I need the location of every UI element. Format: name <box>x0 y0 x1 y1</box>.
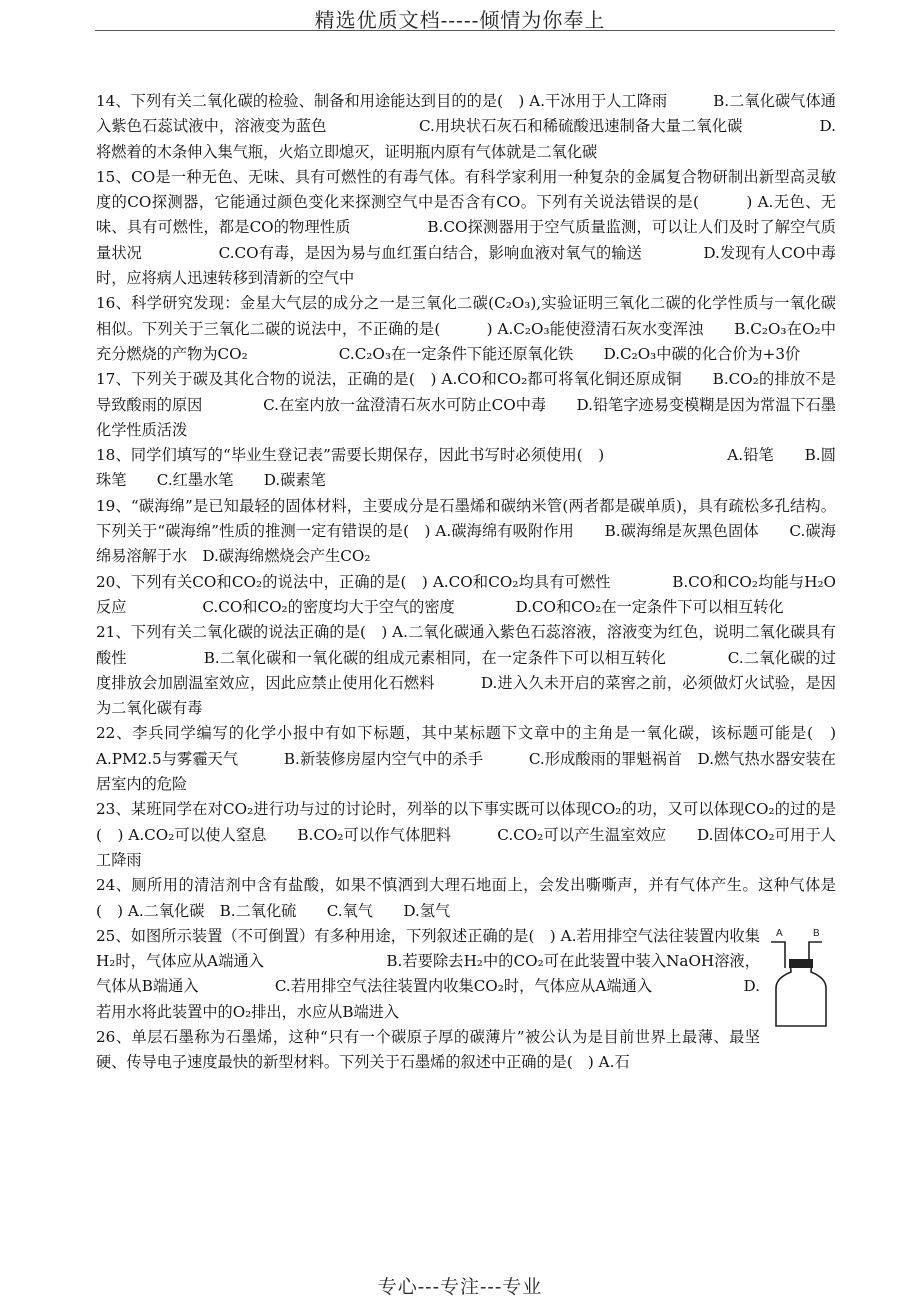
question-26: 26、单层石墨称为石墨烯，这种“只有一个碳原子厚的碳薄片”被公认为是目前世界上最薄、最坚硬、传导电子速度最快的新型材料。下列关于石墨烯的叙述中正确的是( ) A.石 <box>96 1027 760 1072</box>
bottle-stopper <box>789 959 813 968</box>
gas-bottle-figure <box>768 925 842 1029</box>
page-footer: 专心---专注---专业 <box>377 1276 543 1298</box>
question-16: 16、科学研究发现：金星大气层的成分之一是三氧化二碳(C₂O₃),实验证明三氧化二碳的化学性质与一氧化碳相似。下列关于三氧化二碳的说法中，不正确的是( ) A.C₂O₃能使澄清石灰水变浑浊 B.C₂O₃在O₂中充分燃烧的产物为CO₂ C.C₂O₃在一定条件下能还原氧化铁 D.C₂O₃中碳的化合价为+3价 <box>96 294 836 363</box>
question-17: 17、下列关于碳及其化合物的说法，正确的是( ) A.CO和CO₂都可将氧化铜还原成铜 B.CO₂的排放不是导致酸雨的原因 C.在室内放一盆澄清石灰水可防止CO中毒 D.铅笔字迹易变模糊是因为常温下石墨化学性质活泼 <box>96 370 836 439</box>
figure-label-a: A <box>776 927 783 939</box>
question-20: 20、下列有关CO和CO₂的说法中，正确的是( ) A.CO和CO₂均具有可燃性 B.CO和CO₂均能与H₂O反应 C.CO和CO₂的密度均大于空气的密度 D.CO和CO₂在一定条件下可以相互转化 <box>96 572 836 616</box>
page-header: 精选优质文档-----倾情为你奉上 <box>314 8 606 32</box>
question-22: 22、李兵同学编写的化学小报中有如下标题，其中某标题下文章中的主角是一氧化碳，该标题可能是( ) A.PM2.5与雾霾天气 B.新装修房屋内空气中的杀手 C.形成酸雨的罪魁祸首 D.燃气热水器安装在居室内的危险 <box>96 724 836 794</box>
question-list <box>96 89 836 1076</box>
question-14: 14、下列有关二氧化碳的检验、制备和用途能达到目的的是( ) A.干冰用于人工降雨 B.二氧化碳气体通入紫色石蕊试液中，溶液变为蓝色 C.用块状石灰石和稀硫酸迅速制备大量二氧化碳 D.将燃着的木条伸入集气瓶，火焰立即熄灭，证明瓶内原有气体就是二氧化碳 <box>96 92 836 161</box>
question-19: 19、“碳海绵”是已知最轻的固体材料，主要成分是石墨烯和碳纳米管(两者都是碳单质)，具有疏松多孔结构。下列关于“碳海绵”性质的推测一定有错误的是( ) A.碳海绵有吸附作用 B.碳海绵是灰黑色固体 C.碳海绵易溶解于水 D.碳海绵燃烧会产生CO₂ <box>96 496 836 566</box>
question-15: 15、CO是一种无色、无味、具有可燃性的有毒气体。有科学家利用一种复杂的金属复合物研制出新型高灵敏度的CO探测器，它能通过颜色变化来探测空气中是否含有CO。下列有关说法错误的是( ) A.无色、无味、具有可燃性，都是CO的物理性质 B.CO探测器用于空气质量监测，可以让人们及时了解空气质量状况 C.CO有毒，是因为易与血红蛋白结合，影响血液对氧气的输送 D.发现有人CO中毒时，应将病人迅速转移到清新的空气中 <box>96 167 836 288</box>
figure-label-b: B <box>813 927 820 939</box>
question-18: 18、同学们填写的“毕业生登记表”需要长期保存，因此书写时必须使用( ) A.铅笔 B.圆珠笔 C.红墨水笔 D.碳素笔 <box>96 446 836 490</box>
question-23: 23、某班同学在对CO₂进行功与过的讨论时，列举的以下事实既可以体现CO₂的功，又可以体现CO₂的过的是( ) A.CO₂可以使人窒息 B.CO₂可以作气体肥料 C.CO₂可以产生温室效应 D.固体CO₂可用于人工降雨 <box>96 800 836 869</box>
gas-bottle-drawing <box>771 942 826 1026</box>
header-divider <box>95 30 835 31</box>
question-21: 21、下列有关二氧化碳的说法正确的是( ) A.二氧化碳通入紫色石蕊溶液，溶液变为红色，说明二氧化碳具有酸性 B.二氧化碳和一氧化碳的组成元素相同，在一定条件下可以相互转化 C.二氧化碳的过度排放会加剧温室效应，因此应禁止使用化石燃料 D.进入久未开启的菜窖之前，必须做灯火试验，是因为二氧化碳有毒 <box>96 623 836 718</box>
question-25: 25、如图所示装置（不可倒置）有多种用途，下列叙述正确的是( ) A.若用排空气法往装置内收集H₂时，气体应从A端通入 B.若要除去H₂中的CO₂可在此装置中装入NaOH溶液，气体从B端通入 C.若用排空气法往装置内收集CO₂时，气体应从A端通入 D.若用水将此装置中的O₂排出，水应从B端进入 <box>96 926 760 1021</box>
question-24: 24、厕所用的清洁剂中含有盐酸，如果不慎洒到大理石地面上，会发出嘶嘶声，并有气体产生。这种气体是( ) A.二氧化碳 B.二氧化硫 C.氧气 D.氢气 <box>96 876 836 920</box>
